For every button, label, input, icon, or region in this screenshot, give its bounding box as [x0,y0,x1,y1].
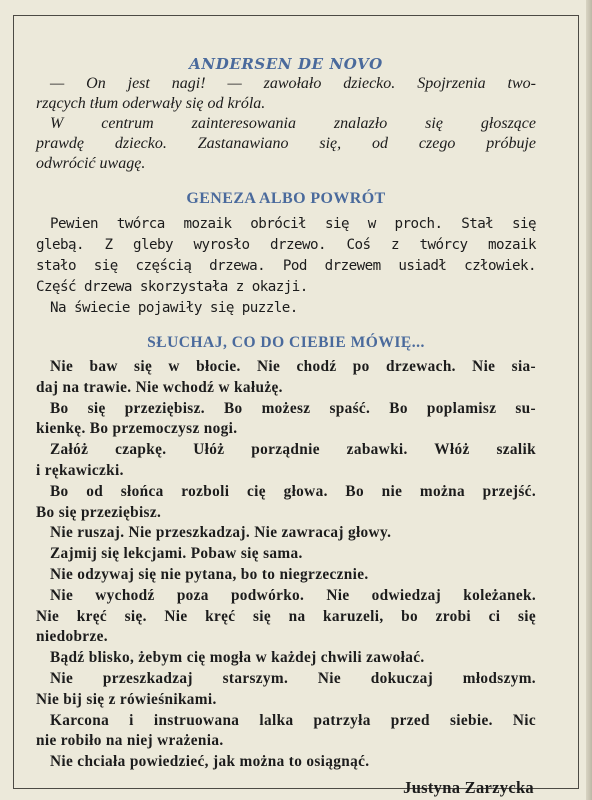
paragraph [36,298,536,319]
text-line: Nie przeszkadzaj starszym. Nie dokuczaj młodszym. [50,669,536,687]
text-line: Pewien twórca mozaik obrócił się w proch. Stał się [50,216,536,232]
text-line: stało się częścią drzewa. Pod drzewem usiadł człowiek. [36,258,536,274]
paragraph [36,711,536,753]
article-body [36,54,536,799]
text-line: rzących tłum oderwały się od króla. [36,95,266,112]
text-line: Część drzewa skorzystała z okazji. [36,279,308,295]
text-line: Karcona i instruowana lalka patrzyła przed siebie. Nic [50,711,536,729]
page-edge-shadow [586,0,592,800]
paragraph [36,648,536,669]
text-line: Nie kręć się. Nie kręć się na karuzeli, bo zrobi ci się [36,607,536,625]
section-title-sluchaj: SŁUCHAJ, CO DO CIEBIE MÓWIĘ... [147,334,425,351]
paragraph [36,357,536,399]
text-line: Nie chciała powiedzieć, jak można to osiągnąć. [50,753,370,771]
paragraph [36,74,536,114]
paragraph [36,482,536,524]
paragraph [36,440,536,482]
paragraph [36,752,536,773]
paragraph [36,523,536,544]
text-line: W centrum zainteresowania znalazło się głoszące [50,115,536,132]
text-line: Nie baw się w błocie. Nie chodź po drzewach. Nie sia- [50,358,536,375]
paragraph [36,399,536,441]
text-line: — On jest nagi! — zawołało dziecko. Spojrzenia two- [50,75,536,92]
paragraph [36,544,536,565]
text-line: Nie odzywaj się nie pytana, bo to niegrzecznie. [50,565,369,583]
text-line: Na świecie pojawiły się puzzle. [50,300,298,316]
text-line: Bo się przeziębisz. [36,503,162,521]
section-andersen-body [36,74,536,174]
text-line: i rękawiczki. [36,461,124,479]
text-line: Nie ruszaj. Nie przeszkadzaj. Nie zawracaj głowy. [50,524,392,542]
text-line: nie robiło na niej wrażenia. [36,732,224,750]
text-line: prawdę dziecko. Zastanawiano się, od czego próbuje [36,135,536,152]
text-line: Bądź blisko, żebym cię mogła w każdej chwili zawołać. [50,649,425,667]
text-line: kienkę. Bo przemoczysz nogi. [36,420,238,438]
paragraph [36,669,536,711]
paragraph [36,586,536,648]
paragraph [36,565,536,586]
text-line: odwrócić uwagę. [36,155,146,172]
text-line: Zajmij się lekcjami. Pobaw się sama. [50,545,303,563]
text-line: Nie bij się z rówieśnikami. [36,690,217,708]
text-line: niedobrze. [36,628,108,646]
text-line: Bo od słońca rozboli cię głowa. Bo nie można przejść. [50,482,536,500]
section-title-andersen: ANDERSEN DE NOVO [189,55,383,73]
text-line: Załóż czapkę. Ułóż porządnie zabawki. Włóż szalik [50,441,536,459]
text-line: Bo się przeziębisz. Bo możesz spaść. Bo poplamisz su- [50,399,536,417]
section-title-geneza: GENEZA ALBO POWRÓT [186,190,386,207]
text-line: glebą. Z gleby wyrosło drzewo. Coś z twórcy mozaik [36,237,536,253]
text-line: Nie wychodź poza podwórko. Nie odwiedzaj koleżanek. [50,586,536,604]
section-geneza-body [36,214,536,319]
paragraph [36,114,536,174]
author-signature: Justyna Zarzycka [403,777,534,797]
paragraph [36,214,536,298]
section-sluchaj-body [36,357,536,773]
text-line: daj na trawie. Nie wchodź w kałużę. [36,378,283,396]
